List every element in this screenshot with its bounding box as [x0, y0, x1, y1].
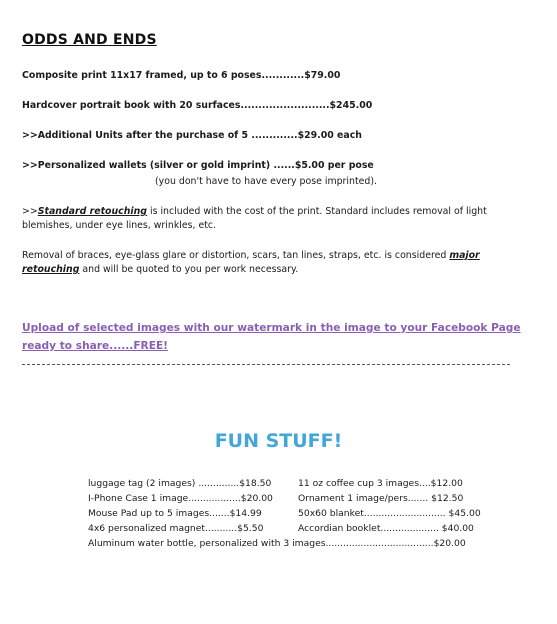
facebook-free-line: ready to share......FREE! — [22, 340, 169, 352]
list-item: luggage tag (2 images) ..............$18.50 — [88, 478, 272, 489]
list-item: Accordian booklet.................... $40.00 — [298, 523, 474, 534]
major-term: major — [449, 250, 480, 261]
list-item: I-Phone Case 1 image..................$20.00 — [88, 493, 273, 504]
odds-and-ends-title: ODDS AND ENDS — [22, 32, 157, 48]
list-item: Ornament 1 image/pers....... $12.50 — [298, 493, 464, 504]
retouching-prefix: >> — [22, 206, 38, 217]
wallets-note-line: (you don't have to have every pose imprinted). — [155, 176, 377, 187]
facebook-upload-line: Upload of selected images with our watermark in the image to your Facebook Page — [22, 322, 521, 334]
retouching-term: retouching — [22, 264, 80, 275]
composite-print-line: Composite print 11x17 framed, up to 6 poses............$79.00 — [22, 70, 341, 81]
removal-text: Removal of braces, eye-glass glare or distortion, scars, tan lines, straps, etc. is considered — [22, 250, 450, 261]
standard-retouching-term: Standard retouching — [37, 206, 147, 217]
major-retouching-line-2 — [22, 264, 298, 275]
major-retouching-line — [22, 250, 480, 261]
standard-retouching-text: is included with the cost of the print. Standard includes removal of light — [147, 206, 487, 217]
list-item: Aluminum water bottle, personalized with 3 images.....................................$20.00 — [88, 538, 466, 549]
fun-stuff-title: FUN STUFF! — [214, 430, 343, 452]
list-item: Mouse Pad up to 5 images.......$14.99 — [88, 508, 262, 519]
dashed-divider — [22, 364, 510, 365]
standard-retouching-line-2: blemishes, under eye lines, wrinkles, etc. — [22, 220, 217, 231]
quote-text: and will be quoted to you per work necessary. — [79, 264, 299, 275]
hardcover-book-line: Hardcover portrait book with 20 surfaces.........................$245.00 — [22, 100, 373, 111]
list-item: 11 oz coffee cup 3 images....$12.00 — [298, 478, 463, 489]
additional-units-line: >>Additional Units after the purchase of 5 .............$29.00 each — [22, 130, 362, 141]
list-item: 50x60 blanket............................ $45.00 — [298, 508, 481, 519]
standard-retouching-line — [22, 206, 487, 217]
personalized-wallets-line: >>Personalized wallets (silver or gold imprint) ......$5.00 per pose — [22, 160, 374, 171]
list-item: 4x6 personalized magnet...........$5.50 — [88, 523, 264, 534]
